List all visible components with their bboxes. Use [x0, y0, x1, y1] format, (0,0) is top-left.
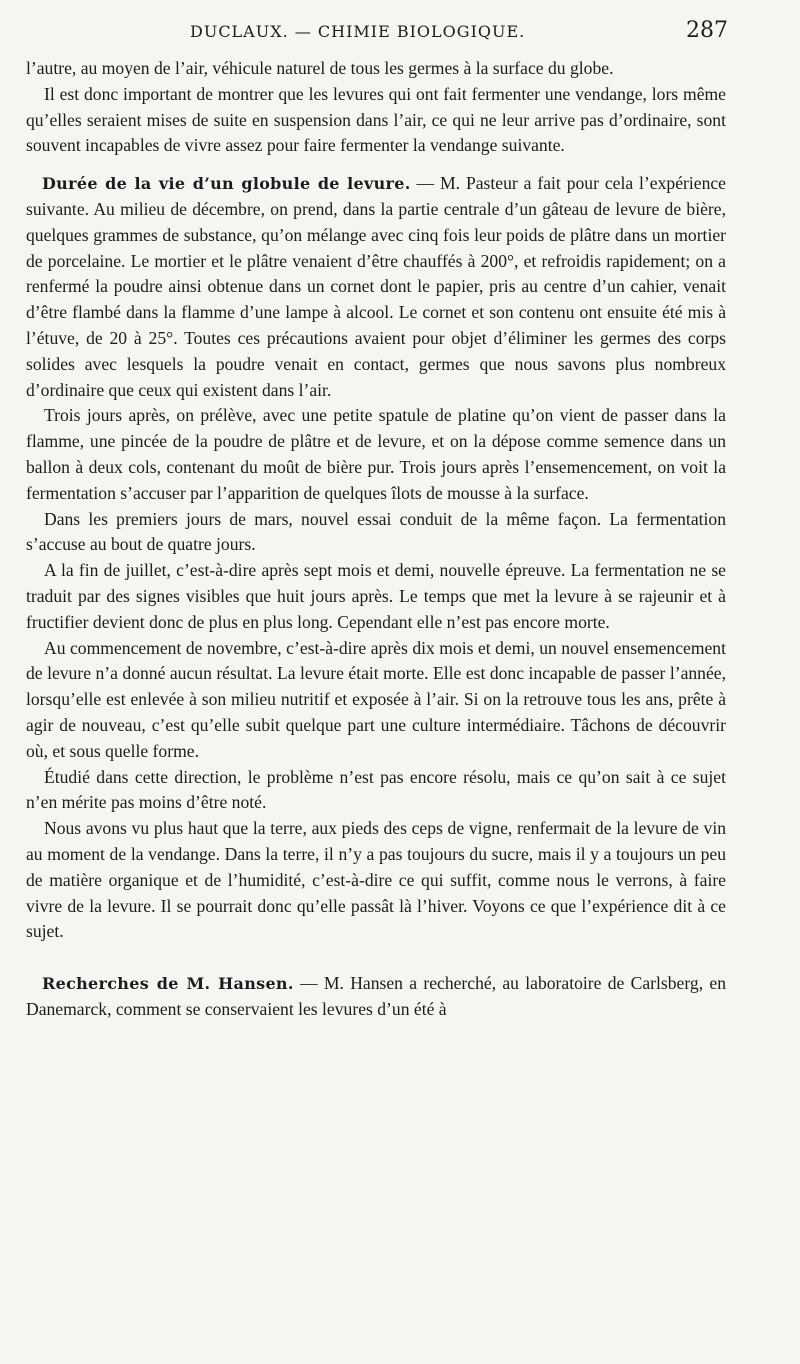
paragraph: Dans les premiers jours de mars, nouvel essai conduit de la même façon. La fermentation s’accuse au bout de quatre jours.	[26, 508, 726, 555]
paragraph: Au commencement de novembre, c’est-à-dire après dix mois et demi, un nouvel ensemencement de levure n’a donné aucun résultat. La levure était morte. Elle est donc incapable de passer l’année, lorsqu’elle est enlevée à son milieu nutritif et exposée à l’air. Si on la retrouve tous les ans, prête à agir de nouveau, c’est qu’elle subit quelque part une culture intermédiaire. Tâchons de découvrir où, et sous quelle forme.	[26, 637, 726, 761]
page-number: 287	[686, 18, 728, 43]
section-heading: Durée de la vie d’un globule de levure.	[42, 174, 411, 194]
paragraph: Nous avons vu plus haut que la terre, aux pieds des ceps de vigne, renfermait de la levure de vin au moment de la vendange. Dans la terre, il n’y a pas toujours du sucre, mais il y a toujours un peu de matière organique et de l’humidité, c’est-à-dire ce qui suffit, comme nous le verrons, à faire vivre de la levure. Il se pourrait donc qu’elle passât là l’hiver. Voyons ce que l’expérience dit à ce sujet.	[26, 818, 726, 942]
section-paragraph	[26, 171, 726, 403]
section-text: — M. Hansen a recherché, au laboratoire de Carlsberg, en Danemarck, comment se conservaient les levures d’un été à	[26, 973, 726, 1019]
running-head: DUCLAUX. — CHIMIE BIOLOGIQUE.	[190, 22, 526, 41]
page-header	[0, 18, 800, 52]
section-heading: Recherches de M. Hansen.	[42, 974, 294, 994]
paragraph: Étudié dans cette direction, le problème n’est pas encore résolu, mais ce qu’on sait à ce sujet n’en mérite pas moins d’être noté.	[26, 766, 726, 813]
section-paragraph	[26, 971, 726, 1023]
paragraph: A la fin de juillet, c’est-à-dire après sept mois et demi, nouvelle épreuve. La fermentation ne se traduit par des signes visibles que huit jours après. Le temps que met la levure à se rajeunir et à fructifier devient donc de plus en plus long. Cependant elle n’est pas encore morte.	[26, 560, 726, 632]
body-text	[26, 56, 726, 1023]
paragraph: Trois jours après, on prélève, avec une petite spatule de platine qu’on vient de passer dans la flamme, une pincée de la poudre de plâtre et de levure, et on la dépose comme semence dans un ballon à deux cols, contenant du moût de bière pur. Trois jours après l’ensemencement, on voit la fermentation s’accuser par l’apparition de quelques îlots de mousse à la surface.	[26, 405, 726, 503]
paragraph: l’autre, au moyen de l’air, véhicule naturel de tous les germes à la surface du globe.	[26, 58, 614, 78]
paragraph: Il est donc important de montrer que les levures qui ont fait fermenter une vendange, lors même qu’elles seraient mises de suite en suspension dans l’air, ce qui ne leur arrive pas d’ordinaire, sont souvent incapables de vivre assez pour faire fermenter la vendange suivante.	[26, 83, 726, 156]
section-text: — M. Pasteur a fait pour cela l’expérience suivante. Au milieu de décembre, on prend, dans la partie centrale d’un gâteau de levure de bière, quelques grammes de substance, qu’on mélange avec cinq fois leur poids de plâtre dans un mortier de porcelaine. Le mortier et le plâtre venaient d’être chauffés à 200°, et refroidis rapidement; on a renfermé la poudre ainsi obtenue dans un cornet dont le papier, pris au centre d’un cahier, venait d’être flambé dans la flamme d’une lampe à alcool. Le cornet et son contenu ont ensuite été mis à l’étuve, de 20 à 25°. Toutes ces précautions avaient pour objet d’éliminer les germes des corps solides avec lesquels la poudre venait en contact, germes que nous savons plus nombreux d’ordinaire que ceux qui existent dans l’air.	[26, 173, 726, 400]
